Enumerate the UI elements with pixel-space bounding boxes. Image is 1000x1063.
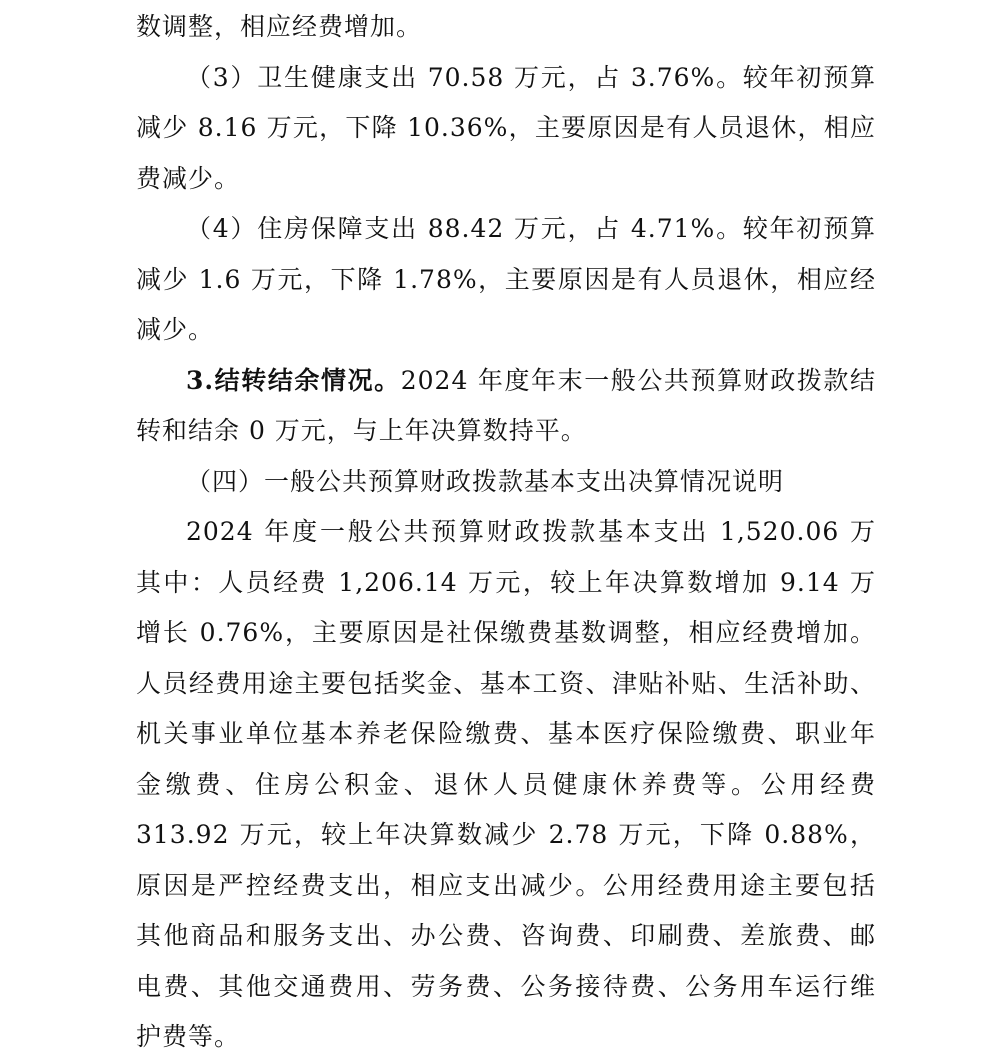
text-line-16: 金缴费、住房公积金、退休人员健康休养费等。公用经费	[136, 769, 876, 799]
carryover-text: 2024 年度年末一般公共预算财政拨款结	[400, 365, 876, 395]
text-line-14: 人员经费用途主要包括奖金、基本工资、津贴补贴、生活补助、	[136, 668, 876, 698]
text-line-8	[136, 356, 876, 407]
text-line-9: 转和结余 0 万元，与上年决算数持平。	[136, 416, 587, 445]
text-line-20: 电费、其他交通费用、劳务费、公务接待费、公务用车运行维	[136, 971, 876, 1001]
text-line-5: （4）住房保障支出 88.42 万元，占 4.71%。较年初预算	[186, 214, 876, 243]
section-heading-basic-expenditure: （四）一般公共预算财政拨款基本支出决算情况说明	[186, 466, 785, 496]
text-line-15: 机关事业单位基本养老保险缴费、基本医疗保险缴费、职业年	[136, 719, 876, 748]
text-line-4: 费减少。	[136, 163, 241, 193]
text-line-13: 增长 0.76%，主要原因是社保缴费基数调整，相应经费增加。	[136, 618, 876, 647]
text-line-7: 减少。	[136, 315, 215, 344]
text-line-12: 其中：人员经费 1,206.14 万元，较上年决算数增加 9.14 万	[136, 567, 876, 597]
section-heading-carryover: 3.结转结余情况。	[186, 365, 401, 395]
text-line-2: （3）卫生健康支出 70.58 万元，占 3.76%。较年初预算	[186, 62, 876, 92]
text-line-21: 护费等。	[136, 1022, 241, 1051]
text-line-11: 2024 年度一般公共预算财政拨款基本支出 1,520.06 万	[186, 517, 876, 546]
text-line-18: 原因是严控经费支出，相应支出减少。公用经费用途主要包括	[136, 870, 876, 900]
text-line-6: 减少 1.6 万元，下降 1.78%，主要原因是有人员退休，相应经	[136, 264, 876, 294]
text-line-1: 数调整，相应经费增加。	[136, 12, 423, 41]
text-line-3: 减少 8.16 万元，下降 10.36%，主要原因是有人员退休，相应	[136, 113, 876, 142]
document-page	[136, 0, 876, 1063]
text-line-17: 313.92 万元，较上年决算数减少 2.78 万元，下降 0.88%，	[136, 820, 876, 849]
text-line-19: 其他商品和服务支出、办公费、咨询费、印刷费、差旅费、邮	[136, 921, 876, 950]
